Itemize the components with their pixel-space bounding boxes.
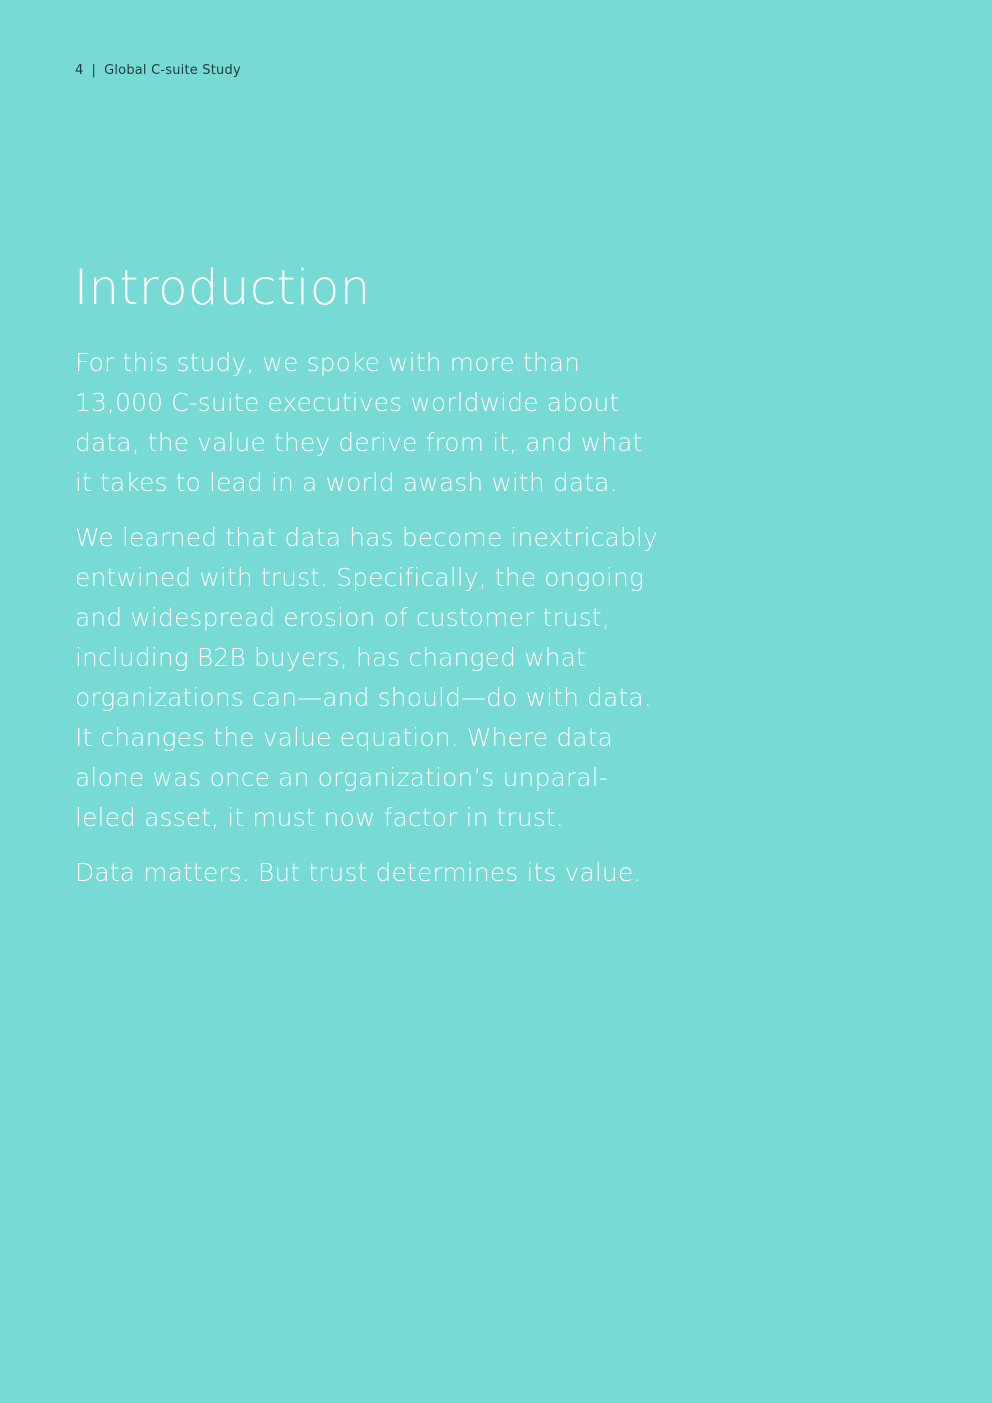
page-number: 4 — [75, 63, 84, 78]
text-line: For this study, we spoke with more than — [75, 348, 581, 377]
publication-title: Global C-suite Study — [104, 63, 241, 78]
text-line: entwined with trust. Specifically, the ongoing — [75, 563, 645, 592]
intro-body — [75, 343, 658, 908]
header-separator: | — [91, 63, 97, 78]
text-line: and widespread erosion of customer trust, — [75, 603, 610, 632]
text-line: 13,000 C-suite executives worldwide about — [75, 388, 620, 417]
text-line: We learned that data has become inextricably — [75, 523, 658, 552]
text-line: Data matters. But trust determines its value. — [75, 858, 642, 887]
section-title: Introduction — [74, 260, 371, 316]
text-line: It changes the value equation. Where data — [75, 723, 614, 752]
text-line: it takes to lead in a world awash with data. — [75, 468, 618, 497]
running-header — [75, 63, 241, 78]
text-line: leled asset, it must now factor in trust. — [75, 803, 564, 832]
text-line: data, the value they derive from it, and what — [75, 428, 643, 457]
paragraph — [75, 853, 658, 893]
paragraph — [75, 343, 658, 503]
text-line: including B2B buyers, has changed what — [75, 643, 586, 672]
paragraph — [75, 518, 658, 838]
text-line: alone was once an organization’s unparal- — [75, 763, 608, 792]
text-line: organizations can—and should—do with data. — [75, 683, 652, 712]
